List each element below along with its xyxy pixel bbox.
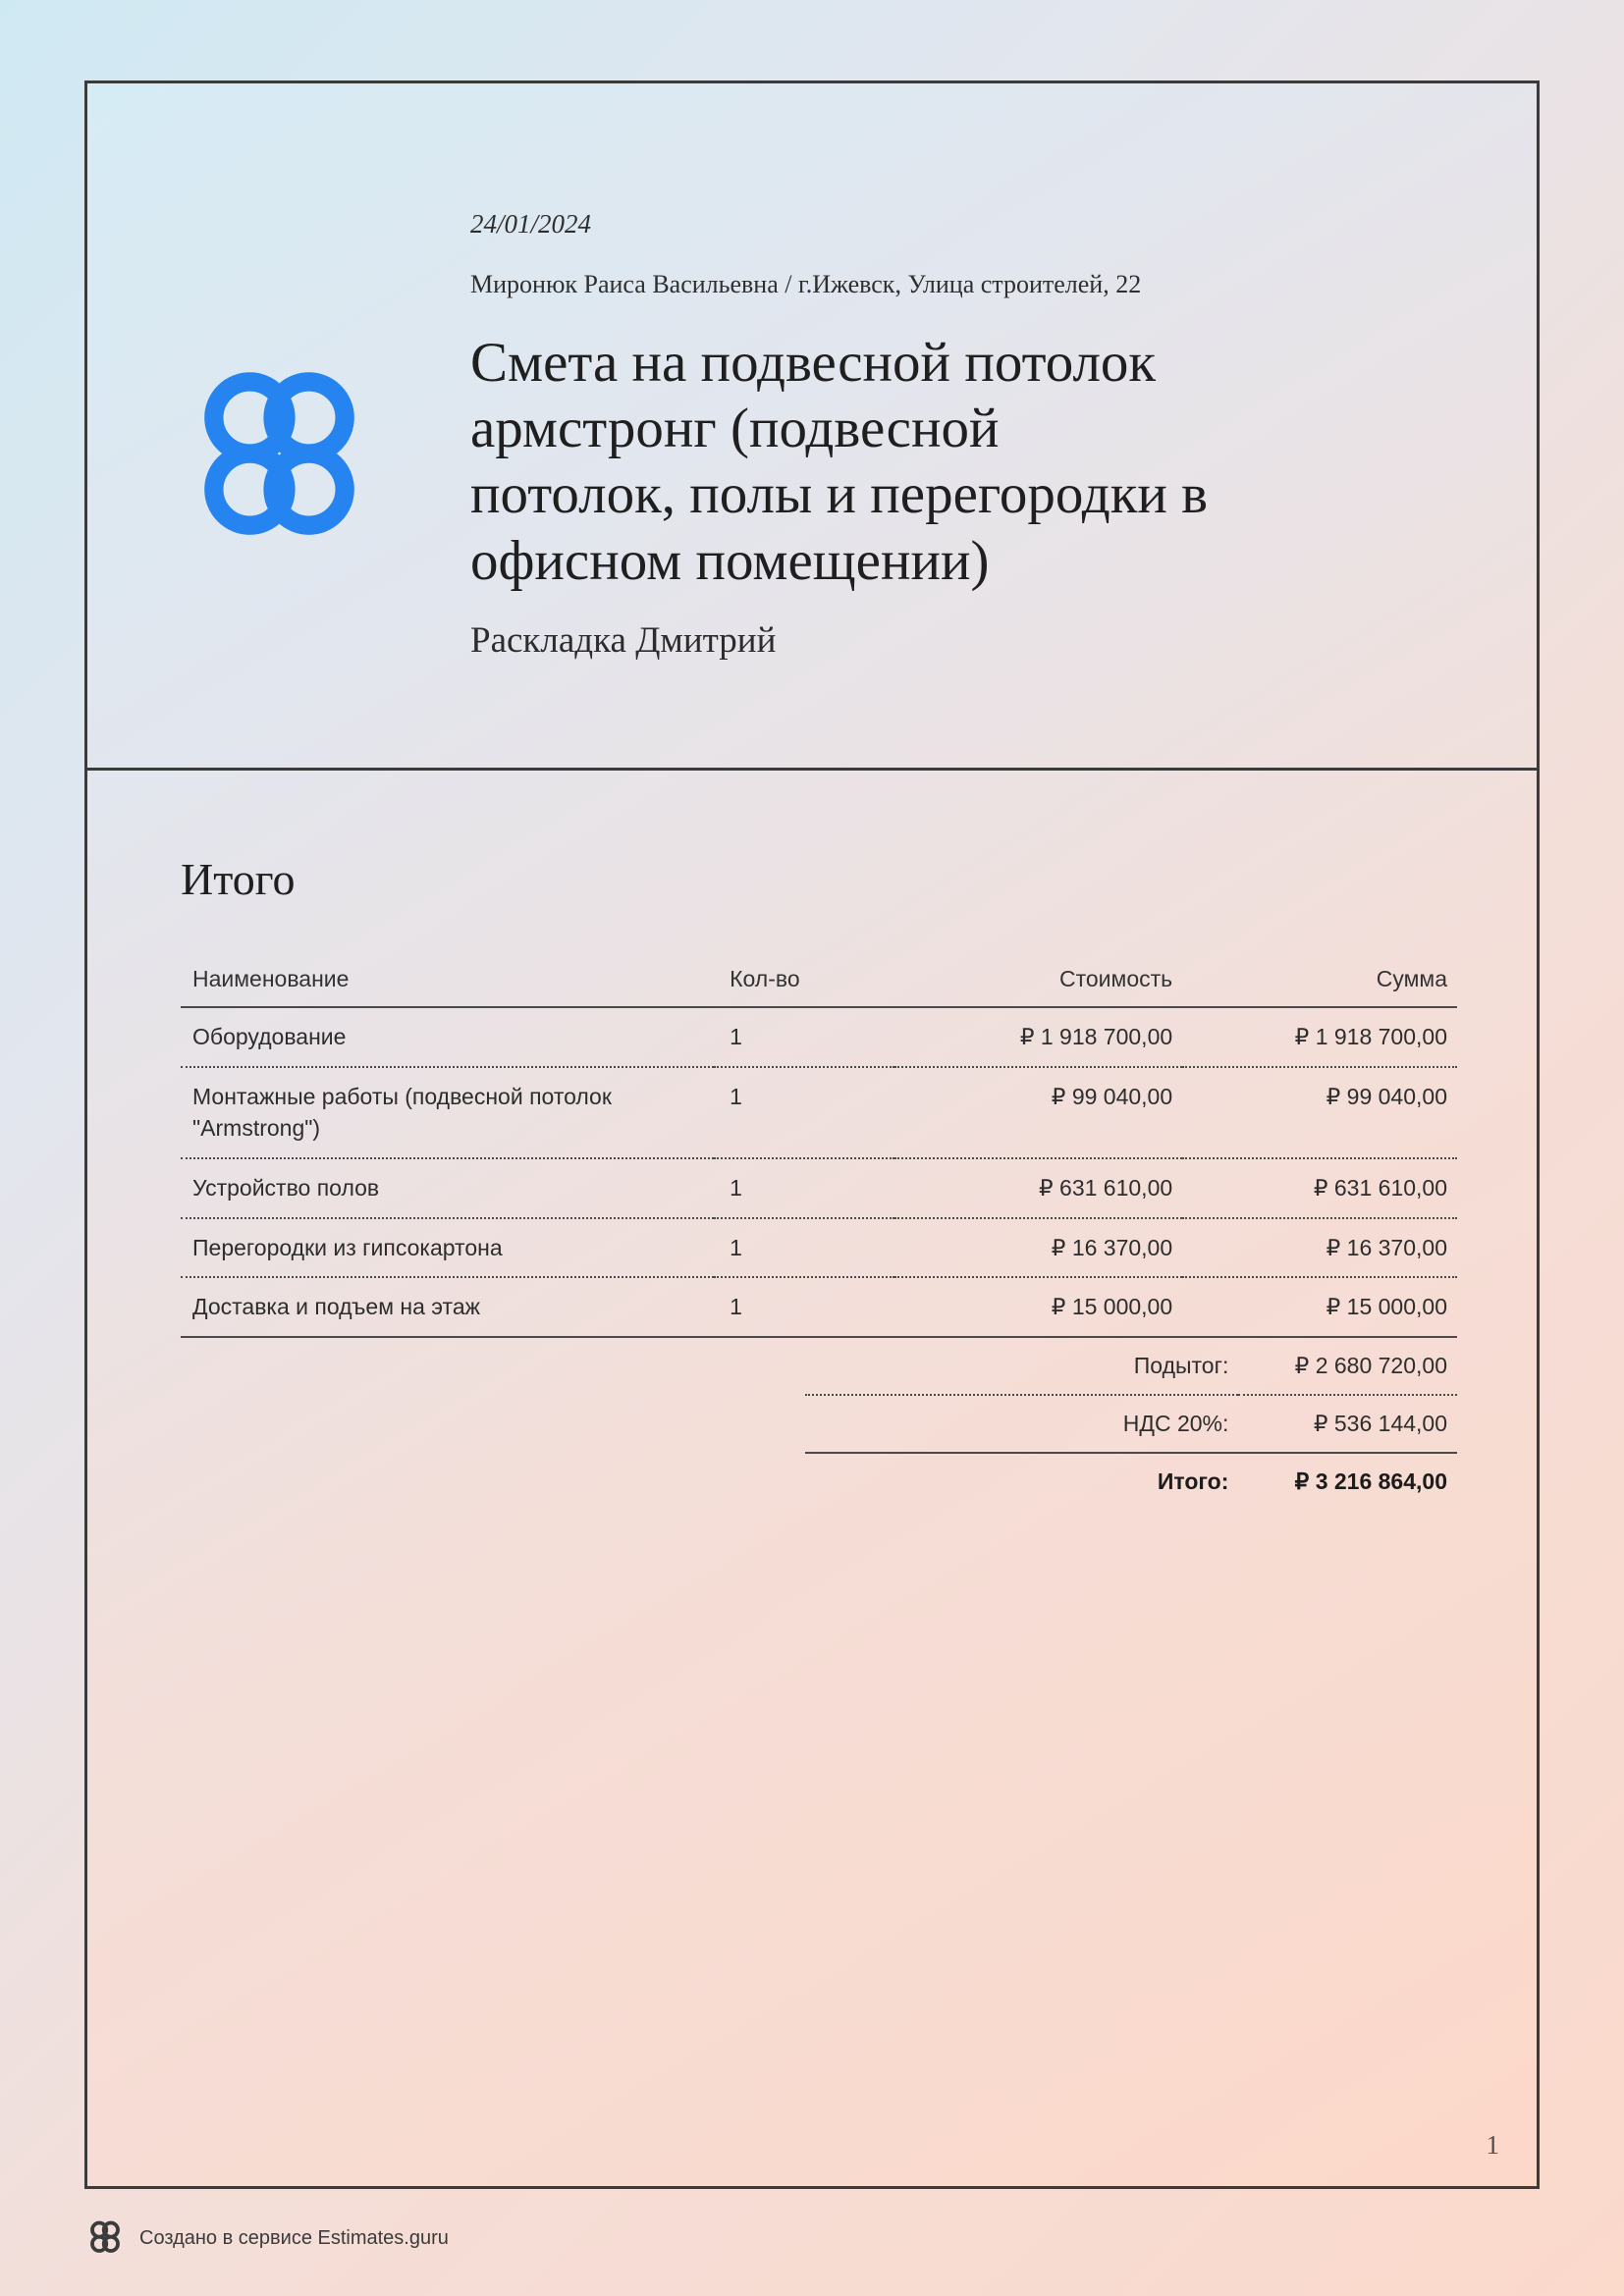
document-subtitle: Раскладка Дмитрий xyxy=(470,619,777,661)
logo-container xyxy=(87,83,470,768)
cell-total: ₽ 631 610,00 xyxy=(1313,1174,1447,1201)
column-header-sum: Сумма xyxy=(1376,966,1447,991)
cell-price: ₽ 16 370,00 xyxy=(1051,1234,1173,1260)
clover-logo-icon xyxy=(84,2217,126,2259)
cell-price: ₽ 631 610,00 xyxy=(1039,1174,1173,1201)
section-heading: Итого xyxy=(181,854,296,904)
column-header-qty: Кол-во xyxy=(730,966,800,991)
summary-row-subtotal xyxy=(181,1338,1457,1395)
cell-name: Перегородки из гипсокартона xyxy=(192,1234,503,1260)
cell-total: ₽ 99 040,00 xyxy=(1326,1083,1447,1109)
cell-price: ₽ 1 918 700,00 xyxy=(1019,1024,1173,1049)
table-header xyxy=(181,966,1457,1007)
table-row xyxy=(181,1007,1457,1067)
document-body xyxy=(87,771,1537,2186)
cell-name: Оборудование xyxy=(192,1024,347,1049)
footer-text: Создано в сервисе Estimates.guru xyxy=(139,2226,449,2249)
cell-total: ₽ 16 370,00 xyxy=(1326,1234,1447,1260)
table-row xyxy=(181,1277,1457,1337)
cell-name: Монтажные работы (подвесной потолок "Armstrong") xyxy=(192,1083,612,1142)
cell-name: Устройство полов xyxy=(192,1174,380,1201)
table-row xyxy=(181,1218,1457,1278)
summary-row-vat xyxy=(181,1395,1457,1453)
page-title: Смета на подвесной потолок армстронг (подвесной потолок, полы и перегородки в офисном помещении) xyxy=(470,331,1209,592)
cell-total: ₽ 15 000,00 xyxy=(1326,1294,1447,1320)
vat-value: ₽ 536 144,00 xyxy=(1238,1395,1457,1453)
summary-row-total xyxy=(181,1453,1457,1510)
vat-label: НДС 20%: xyxy=(805,1395,1239,1453)
document-header xyxy=(87,83,1537,771)
total-label: Итого: xyxy=(1157,1468,1229,1494)
total-value: ₽ 3 216 864,00 xyxy=(1294,1468,1447,1494)
cell-name: Доставка и подъем на этаж xyxy=(192,1294,480,1320)
summary-table xyxy=(181,1338,1457,1510)
cell-qty: 1 xyxy=(730,1174,742,1201)
header-text-block xyxy=(470,83,1537,768)
column-header-name: Наименование xyxy=(192,966,350,991)
cell-total: ₽ 1 918 700,00 xyxy=(1294,1024,1447,1049)
page-number: 1 xyxy=(1486,2130,1499,2160)
subtotal-label: Подытог: xyxy=(805,1338,1239,1395)
page-footer xyxy=(84,2217,449,2259)
cell-price: ₽ 99 040,00 xyxy=(1051,1083,1173,1109)
table-body xyxy=(181,1007,1457,1337)
cell-price: ₽ 15 000,00 xyxy=(1051,1294,1173,1320)
document-date: 24/01/2024 xyxy=(470,209,592,239)
subtotal-value: ₽ 2 680 720,00 xyxy=(1238,1338,1457,1395)
table-row xyxy=(181,1067,1457,1158)
column-header-price: Стоимость xyxy=(1059,966,1173,991)
estimate-table xyxy=(181,966,1457,1338)
clover-logo-icon xyxy=(174,354,385,565)
cell-qty: 1 xyxy=(730,1294,742,1320)
document-parties: Миронюк Раиса Васильевна / г.Ижевск, Улица строителей, 22 xyxy=(470,270,1142,298)
cell-qty: 1 xyxy=(730,1234,742,1260)
table-header-row xyxy=(181,966,1457,1007)
document-sheet xyxy=(84,80,1540,2189)
cell-qty: 1 xyxy=(730,1024,742,1049)
cell-qty: 1 xyxy=(730,1083,742,1109)
table-row xyxy=(181,1158,1457,1218)
